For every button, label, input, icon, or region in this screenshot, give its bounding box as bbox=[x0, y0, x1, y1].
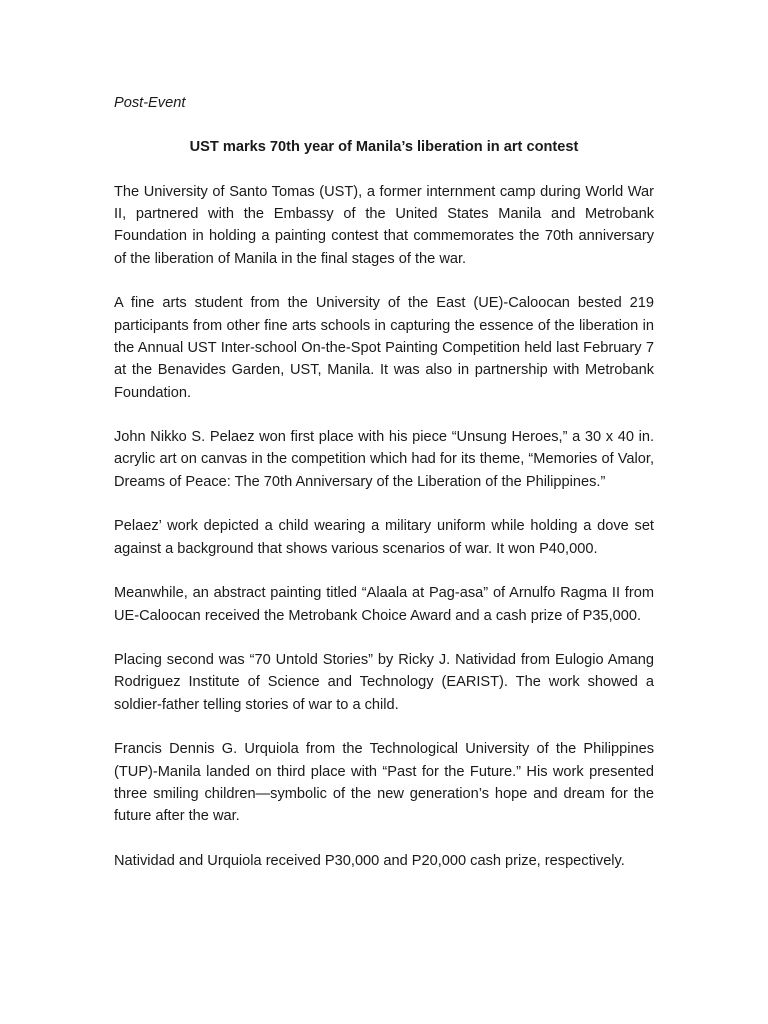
article-headline: UST marks 70th year of Manila’s liberation in art contest bbox=[189, 139, 579, 156]
article-paragraph-4: Pelaez’ work depicted a child wearing a military uniform while holding a dove set against a background that shows various scenarios of war. It won P40,000. bbox=[114, 518, 654, 557]
article-paragraph-5: Meanwhile, an abstract painting titled “Alaala at Pag-asa” of Arnulfo Ragma II from UE-Caloocan received the Metrobank Choice Award and a cash prize of P35,000. bbox=[114, 585, 654, 624]
section-label: Post-Event bbox=[114, 95, 186, 111]
article-paragraph-1: The University of Santo Tomas (UST), a former internment camp during World War II, partnered with the Embassy of the United States Manila and Metrobank Foundation in holding a painting contest that commemorates the 70th anniversary of the liberation of Manila in the final stages of the war. bbox=[114, 183, 654, 267]
article-paragraph-3: John Nikko S. Pelaez won first place with his piece “Unsung Heroes,” a 30 x 40 in. acrylic art on canvas in the competition which had for its theme, “Memories of Valor, Dreams of Peace: The 70th Anniversary of the Liberation of the Philippines.” bbox=[114, 429, 654, 490]
article-paragraph-2: A fine arts student from the University of the East (UE)-Caloocan bested 219 participants from other fine arts schools in capturing the essence of the liberation in the Annual UST Inter-school On-the-Spot Painting Competition held last February 7 at the Benavides Garden, UST, Manila. It was also in partnership with Metrobank Foundation. bbox=[114, 295, 654, 401]
article-paragraph-6: Placing second was “70 Untold Stories” by Ricky J. Natividad from Eulogio Amang Rodriguez Institute of Science and Technology (EARIST). The work showed a soldier-father telling stories of war to a child. bbox=[114, 652, 654, 713]
document-page bbox=[114, 92, 654, 872]
article-paragraph-7: Francis Dennis G. Urquiola from the Technological University of the Philippines (TUP)-Manila landed on third place with “Past for the Future.” His work presented three smiling children—symbolic of the new generation’s hope and dream for the future after the war. bbox=[114, 741, 654, 825]
article-paragraph-8: Natividad and Urquiola received P30,000 and P20,000 cash prize, respectively. bbox=[114, 852, 625, 869]
